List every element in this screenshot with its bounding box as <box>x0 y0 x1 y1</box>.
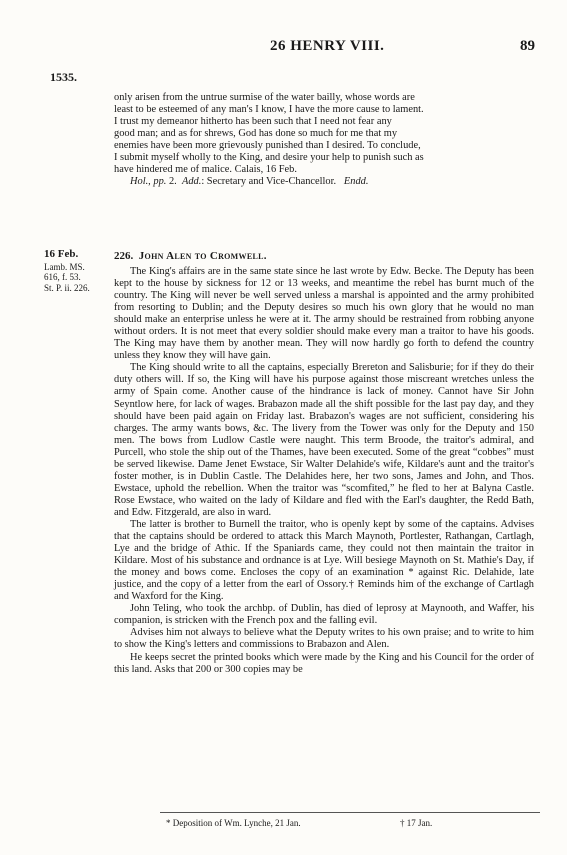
source-reference: Lamb. MS. <box>44 261 85 272</box>
entry-title: John Alen to Cromwell. <box>138 250 267 262</box>
body-paragraph: The King should write to all the captains, especially Brereton and Salisburie; for if they do their duty others will. If so, the King will have his purpose against those miscreant wretches unless the army of Spain come. Another cause of the hindrance is lack of money. Cannot have Sir John Seyntlow here, for lack of wages. Brabazon made all the shift possible for the last pay day, and they should have been paid again on Friday last. Brabazon's wages are not sufficient, considering his charges. The army wants bows, &c. The livery from the Tower was only for the Deputy and 150 men. The bows from Ludlow Castle were naught. This term Broode, the traitor's admiral, and Purcell, who stole the ship out of the Thames, have been executed. Some of the great “cobbes” must be served likewise. Dame Jenet Ewstace, Sir Walter Delahide's wife, Kildare's aunt and the traitor's foster mother, is in Dublin Castle. The Delahides here, her two sons, James and John, and Thos. Ewstace, uphold the rebellion. When the traitor was “scomfited,” he fled to her at Balyna Castle. Rose Ewstace, who waited on the lady of Kildare and fled with the Earl's daughter, the Redd Bath, and Edw. Fitzgerald, are also in ward. <box>114 362 534 518</box>
continuation-line: I trust my demeanor hitherto has been such that I need not fear any <box>114 116 392 128</box>
footnote-rule <box>160 812 540 813</box>
body-paragraph: He keeps secret the printed books which were made by the King and his Council for the order of this land. Asks that 200 or 300 copies may be <box>114 651 534 675</box>
continuation-line: have hindered me of malice. Calais, 16 Feb. <box>114 164 297 176</box>
body-paragraph: John Teling, who took the archbp. of Dublin, has died of leprosy at Maynooth, and Waffer, his companion, is stricken with the French pox and the falling evil. <box>114 603 534 627</box>
continuation-line: I submit myself wholly to the King, and desire your help to punish such as <box>114 152 424 164</box>
continuation-line: least to be esteemed of any man's I know, I have the more cause to lament. <box>114 104 424 116</box>
entry-number: 226. <box>114 250 134 262</box>
entry-margin <box>44 249 112 293</box>
year-marker: 1535. <box>50 70 77 84</box>
continuation-line: only arisen from the untrue surmise of the water bailly, whose words are <box>114 92 415 103</box>
body-paragraph: The King's affairs are in the same state since he last wrote by Edw. Becke. The Deputy has been kept to the house by sickness for 12 or 13 weeks, and meantime the rebel has burnt much of the country. The King will never be well served unless a marshal is appointed and the army prohibited from resorting to Dublin; and the Deputy desires so much his own glory that he would no man should make an enterprise unless he were at it. The army should be restrained from robbing anyone without orders. It is not meet that every soldier should make every man a traitor to have his goods. The King may have them by another mean. They will now hardly go forth to defend the country unless they know they will have gain. <box>114 266 534 362</box>
body-paragraph: Advises him not always to believe what the Deputy writes to his own praise; and to write to him to show the King's letters and commissions to Brabazon and Alen. <box>114 627 534 651</box>
continuation-text <box>114 92 534 188</box>
page-header <box>0 38 567 58</box>
footnote: * Deposition of Wm. Lynche, 21 Jan. <box>166 818 301 828</box>
running-title: 26 HENRY VIII. <box>270 38 385 54</box>
page-number: 89 <box>520 38 535 54</box>
entry-date: 16 Feb. <box>44 248 79 260</box>
entry-heading <box>114 250 534 262</box>
continuation-line: enemies have been more grievously punished than I desired. To conclude, <box>114 140 421 152</box>
endorsement: Hol., pp. 2. Add.: Secretary and Vice-Chancellor. Endd. <box>130 176 369 188</box>
entry-body <box>114 266 534 676</box>
source-reference: St. P. ii. 226. <box>44 282 90 293</box>
body-paragraph: The latter is brother to Burnell the traitor, who is openly kept by some of the captains. Advises that the captains should be ordered to attack this March Maynoth, Portlester, Rathangan, Cartlagh, Lye and the bridge of Athic. If the Spaniards came, they could not then maintain the traitor in Kildare. Most of his substance and ordnance is at Lye. Will besiege Maynoth on St. Mathie's Day, if the money and bows come. Encloses the copy of an examination * against Ric. Delahide, late justice, and the copy of a letter from the earl of Ossory.† Reminds him of the exchange of Cartlagh and Waxford for the King. <box>114 518 534 603</box>
footnote: † 17 Jan. <box>400 818 433 828</box>
source-reference: 616, f. 53. <box>44 272 81 282</box>
continuation-line: good man; and as for shrews, God has done so much for me that my <box>114 128 398 140</box>
